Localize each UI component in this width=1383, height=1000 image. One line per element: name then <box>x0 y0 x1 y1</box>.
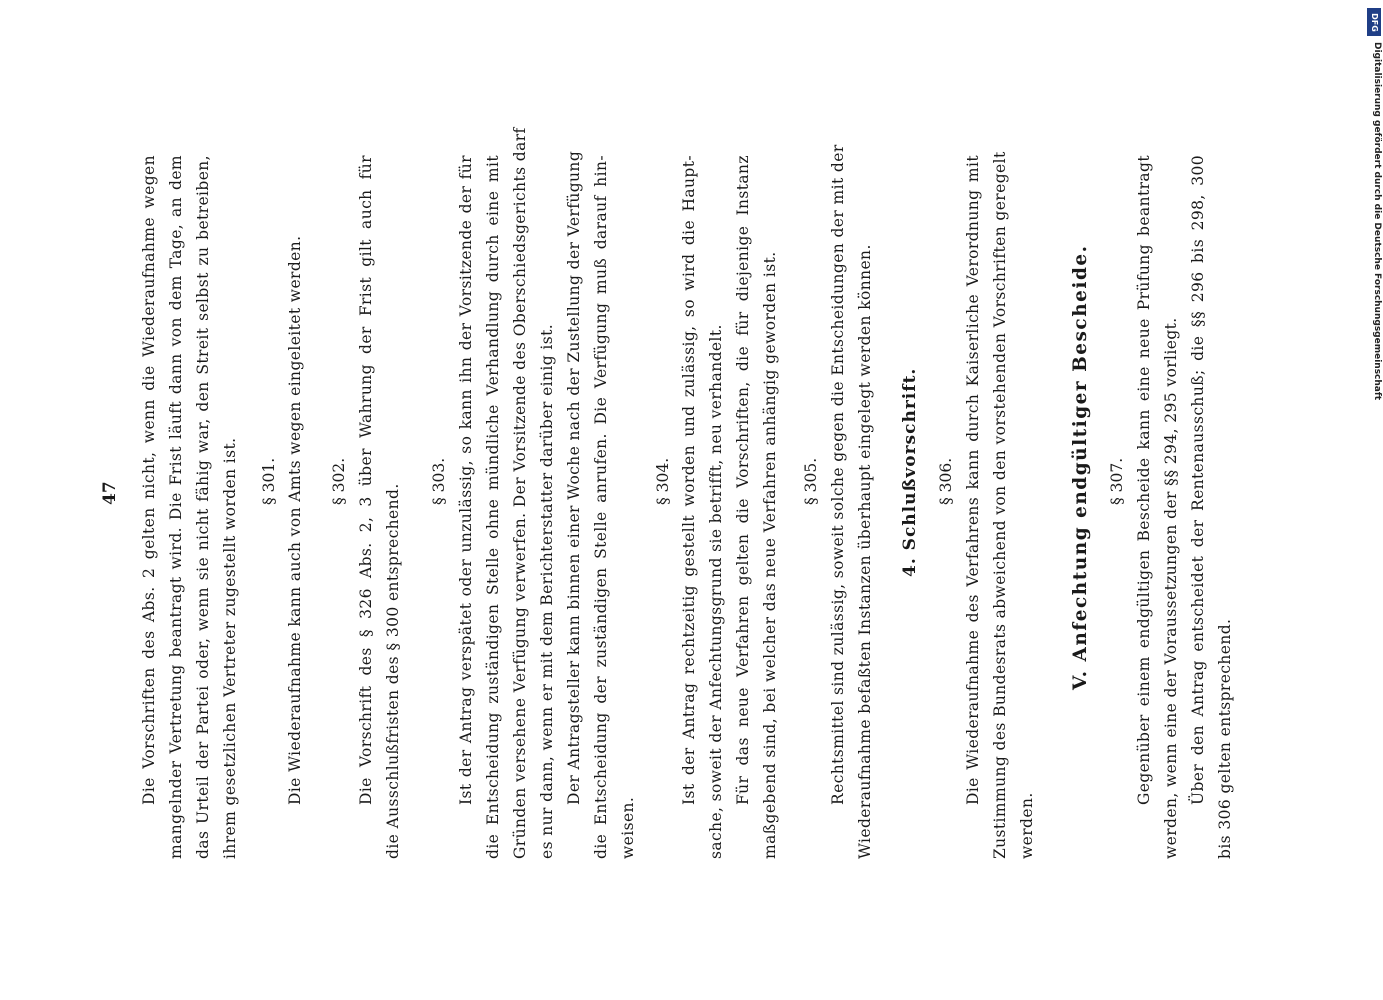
text-line: die Entscheidung zuständigen Stelle ohne mündliche Verhandlung durch eine mit <box>484 155 502 859</box>
section-number: § 307. <box>1108 457 1126 505</box>
text-line: sache, soweit der Anfechtungsgrund sie betrifft, neu verhandelt. <box>707 324 725 859</box>
text-line: mangelnder Vertretung beantragt wird. Die Frist läuft dann von dem Tage, an dem <box>167 155 185 859</box>
text-line: werden, wenn eine der Voraussetzungen der §§ 294, 295 vorliegt. <box>1162 317 1180 859</box>
text-line: Die Wiederaufnahme kann auch von Amts wegen eingeleitet werden. <box>286 235 304 805</box>
text-line: Die Vorschriften des Abs. 2 gelten nicht, wenn die Wiederaufnahme wegen <box>140 155 158 805</box>
section-heading: V. Anfechtung endgültiger Bescheide. <box>1070 244 1091 690</box>
text-line: Ist der Antrag rechtzeitig gestellt worden und zulässig, so wird die Haupt- <box>680 155 698 805</box>
credit-text: Digitalisierung gefördert durch die Deutsche Forschungsgemeinschaft <box>1372 42 1382 401</box>
text-line: die Entscheidung der zuständigen Stelle anrufen. Die Verfügung muß darauf hin- <box>592 155 610 859</box>
text-line: die Ausschlußfristen des § 300 entsprechend. <box>384 483 402 859</box>
text-line: Der Antragsteller kann binnen einer Woche nach der Zustellung der Verfügung <box>565 150 583 805</box>
section-number: § 306. <box>937 457 955 505</box>
text-line: Zustimmung des Bundesrats abweichend von den vorstehenden Vorschriften geregelt <box>991 151 1009 859</box>
scanned-page <box>100 127 1234 859</box>
text-line: das Urteil der Partei oder, wenn sie nicht fähig war, den Streit selbst zu betreiben, <box>194 155 212 859</box>
text-line: maßgebend sind, bei welcher das neue Verfahren anhängig geworden ist. <box>761 251 779 859</box>
text-line: Die Vorschrift des § 326 Abs. 2, 3 über Wahrung der Frist gilt auch für <box>357 155 375 805</box>
text-line: Über den Antrag entscheidet der Rentenausschuß; die §§ 296 bis 298, 300 <box>1189 155 1207 805</box>
text-line: weisen. <box>619 796 637 859</box>
text-line: Die Wiederaufnahme des Verfahrens kann durch Kaiserliche Verordnung mit <box>964 155 982 805</box>
text-line: Rechtsmittel sind zulässig, soweit solche gegen die Entscheidungen der mit der <box>829 144 847 805</box>
text-line: werden. <box>1018 792 1036 859</box>
section-number: § 305. <box>802 457 820 505</box>
section-number: § 304. <box>654 457 672 505</box>
text-line: es nur dann, wenn er mit dem Berichterstatter darüber einig ist. <box>538 323 556 859</box>
text-line: Für das neue Verfahren gelten die Vorschriften, die für diejenige Instanz <box>734 155 752 805</box>
text-line: Gründen versehene Verfügung verwerfen. Der Vorsitzende des Oberschiedsgerichts darf <box>511 127 529 859</box>
text-line: bis 306 gelten entsprechend. <box>1216 618 1234 859</box>
section-number: § 301. <box>260 457 278 505</box>
section-number: § 302. <box>330 457 348 505</box>
text-line: Wiederaufnahme befaßten Instanzen überhaupt eingelegt werden können. <box>856 244 874 859</box>
dfg-logo: DFG <box>1367 8 1381 36</box>
digitization-credit <box>1366 8 1383 408</box>
subheading: 4. Schlußvorschrift. <box>900 367 920 577</box>
text-line: Ist der Antrag verspätet oder unzulässig, so kann ihn der Vorsitzende der für <box>457 155 475 805</box>
page-number: 47 <box>100 481 120 505</box>
text-line: Gegenüber einem endgültigen Bescheide kann eine neue Prüfung beantragt <box>1135 155 1153 805</box>
section-number: § 303. <box>430 457 448 505</box>
text-line: ihrem gesetzlichen Vertreter zugestellt worden ist. <box>221 437 239 859</box>
